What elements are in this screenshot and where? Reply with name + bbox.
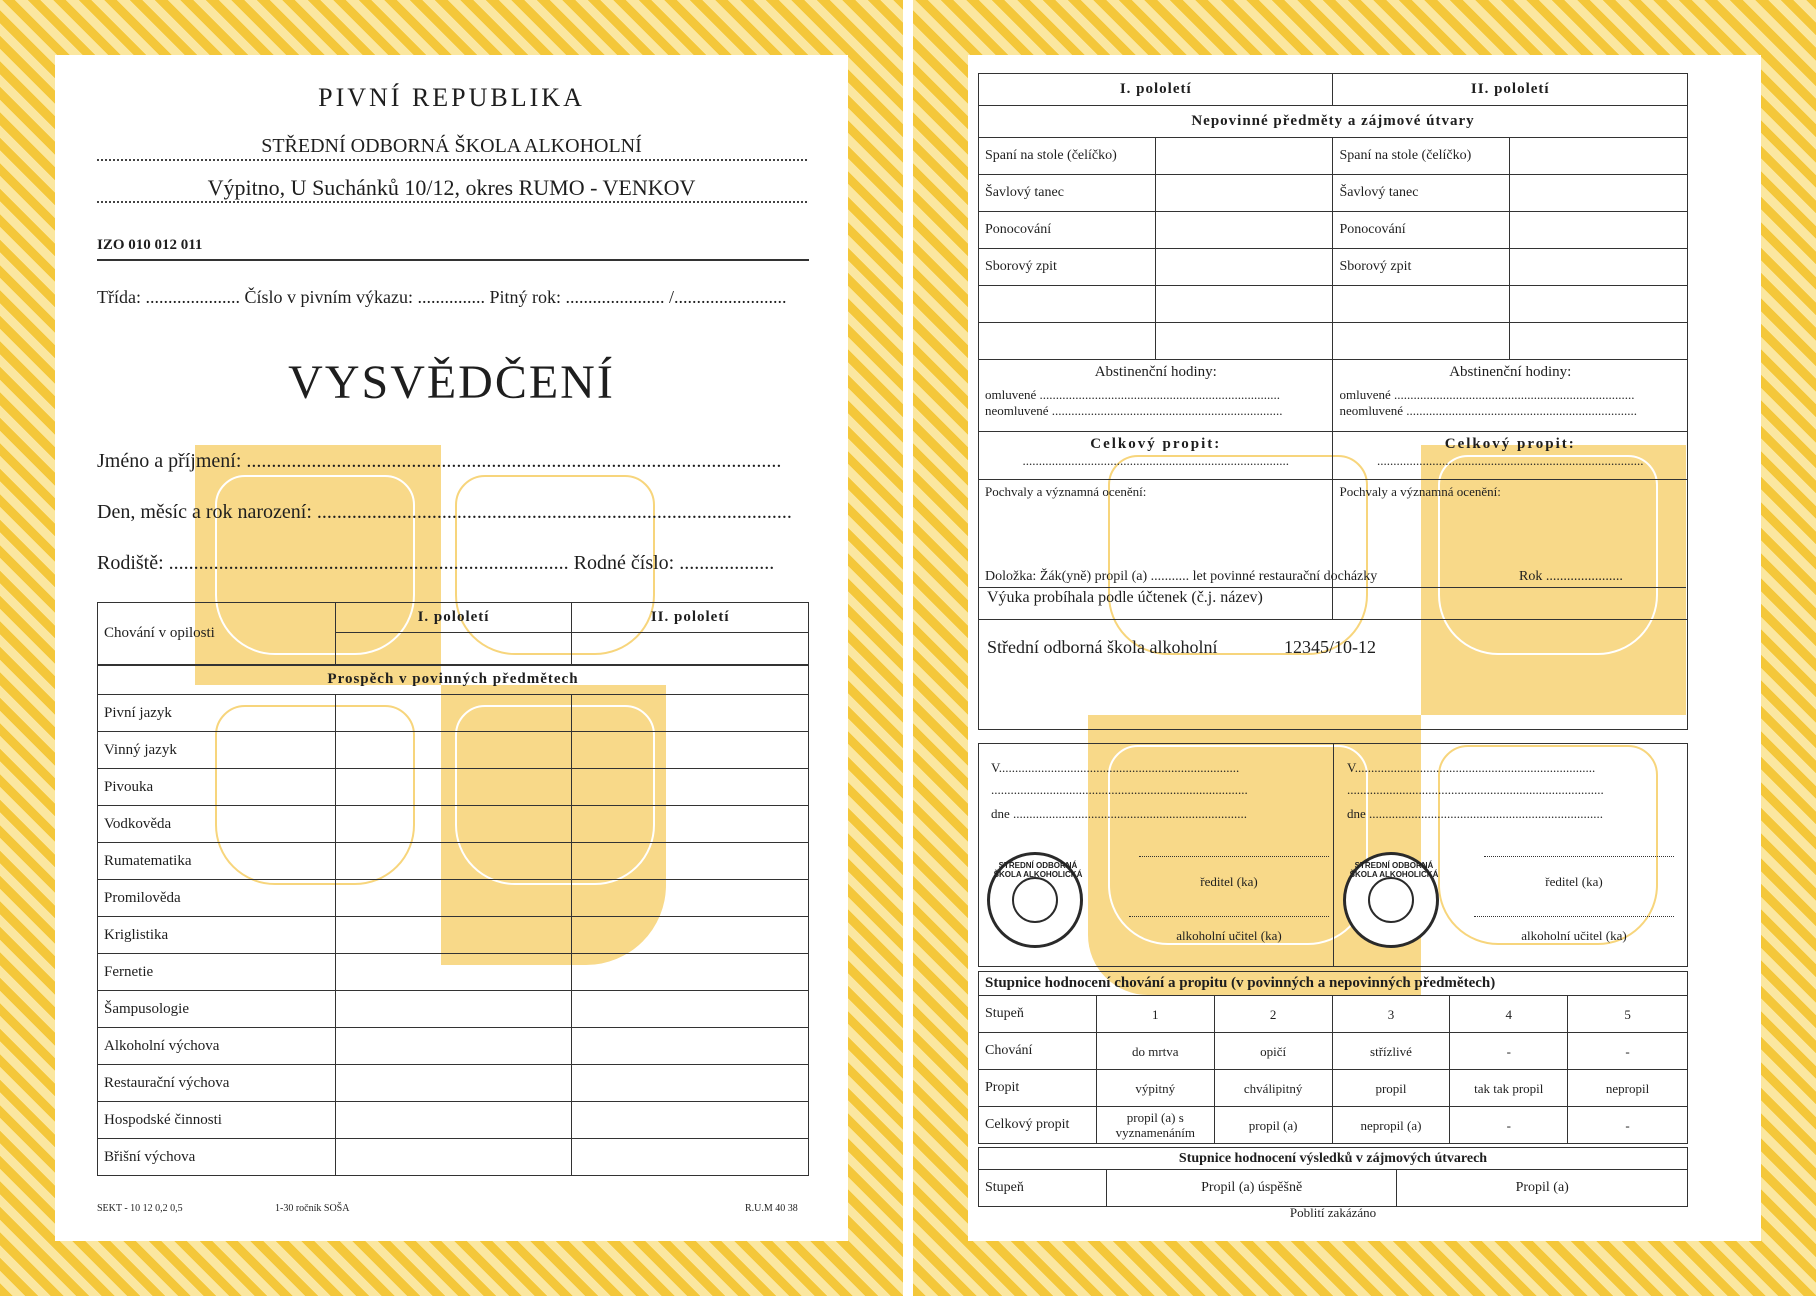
total-cell-2 xyxy=(1333,432,1688,480)
grade-cell xyxy=(335,732,572,769)
empty-cell xyxy=(979,323,1156,360)
grade-cell xyxy=(572,917,809,954)
school-address: Výpitno, U Suchánků 10/12, okres RUMO - VENKOV xyxy=(207,175,696,200)
footer-rum-code: R.U.M 40 38 xyxy=(745,1203,798,1214)
director-label: ředitel (ka) xyxy=(1545,874,1603,889)
grade-cell xyxy=(335,806,572,843)
page-gap xyxy=(903,0,913,1296)
school-stamp xyxy=(1343,852,1439,948)
hobby-grade-label: Stupeň xyxy=(979,1170,1107,1207)
scale-cell: 4 xyxy=(1450,996,1568,1033)
table-row xyxy=(98,843,809,880)
semester-2-header: II. pololetí xyxy=(1333,74,1688,106)
empty-cell xyxy=(979,286,1156,323)
empty-cell xyxy=(1510,286,1688,323)
grade-cell xyxy=(1510,175,1688,212)
scale-cell: propil (a) xyxy=(1214,1107,1332,1144)
table-row xyxy=(979,1033,1688,1070)
grade-cell xyxy=(335,1028,572,1065)
scale-cell: nepropil (a) xyxy=(1332,1107,1450,1144)
table-row xyxy=(979,996,1688,1033)
date-line-1: dne ........................................................................ xyxy=(991,806,1248,821)
date-line-2: dne ........................................................................ xyxy=(1347,806,1604,821)
subject-name: Alkoholní výchova xyxy=(98,1028,336,1065)
place-line-1: V.......................................................................... xyxy=(991,760,1240,775)
signature-dots xyxy=(1474,916,1674,917)
grade-cell xyxy=(572,954,809,991)
footer-note: Poblití zakázáno xyxy=(1289,1205,1377,1220)
excused-hours: omluvené .......................................................................... xyxy=(985,387,1281,402)
hobby-grade-a: Propil (a) úspěšně xyxy=(1106,1170,1397,1207)
table-row xyxy=(98,695,809,732)
table-row xyxy=(98,1028,809,1065)
table-row xyxy=(979,175,1688,212)
back-page-content xyxy=(968,55,1761,1241)
behavior-grade-2 xyxy=(572,633,809,665)
signature-section xyxy=(978,743,1688,967)
signature-dots xyxy=(1129,916,1329,917)
front-page-content xyxy=(55,55,848,1241)
izo-underline xyxy=(97,259,809,261)
absence-cell-1 xyxy=(979,360,1333,432)
scale-row-label: Celkový propit xyxy=(979,1107,1097,1144)
hobby-grade-b: Propil (a) xyxy=(1397,1170,1688,1207)
grade-cell xyxy=(335,880,572,917)
dotted-divider xyxy=(97,201,807,203)
teacher-label: alkoholní učitel (ka) xyxy=(1521,928,1627,943)
scale-cell: 5 xyxy=(1568,996,1688,1033)
clause-year: Rok ...................... xyxy=(1519,569,1623,584)
optional-subject-name: Spaní na stole (čelíčko) xyxy=(1333,138,1510,175)
table-row xyxy=(98,917,809,954)
optional-header: Nepovinné předměty a zájmové útvary xyxy=(979,106,1688,138)
scale-row-label: Stupeň xyxy=(979,996,1097,1033)
results-header: Prospěch v povinných předmětech xyxy=(98,665,809,695)
hobby-title: Stupnice hodnocení výsledků v zájmových útvarech xyxy=(979,1148,1688,1170)
clause-section xyxy=(978,567,1688,730)
grade-cell xyxy=(335,1139,572,1176)
birth-date-field: Den, měsíc a rok narození: ............................................................................................... xyxy=(97,501,792,523)
grade-cell xyxy=(572,880,809,917)
grade-cell xyxy=(572,991,809,1028)
grade-cell xyxy=(335,769,572,806)
footer-grade-range: 1-30 ročník SOŠA xyxy=(275,1203,350,1214)
grade-cell xyxy=(572,806,809,843)
dotted-divider xyxy=(97,159,807,161)
optional-subject-name: Sborový zpit xyxy=(979,249,1156,286)
scale-cell: - xyxy=(1450,1107,1568,1144)
absence-title: Abstinenční hodiny: xyxy=(1449,364,1572,380)
empty-cell xyxy=(1333,323,1510,360)
empty-cell xyxy=(1155,286,1333,323)
subject-name: Rumatematika xyxy=(98,843,336,880)
optional-subject-name: Ponocování xyxy=(979,212,1156,249)
hobby-scale-table xyxy=(978,1147,1688,1207)
scale-cell: tak tak propil xyxy=(1450,1070,1568,1107)
optional-subject-name: Spaní na stole (čelíčko) xyxy=(979,138,1156,175)
subject-name: Restaurační výchova xyxy=(98,1065,336,1102)
subject-name: Vinný jazyk xyxy=(98,732,336,769)
praise-label: Pochvaly a významná ocenění: xyxy=(1339,484,1501,499)
subject-name: Vodkověda xyxy=(98,806,336,843)
praise-label: Pochvaly a významná ocenění: xyxy=(985,484,1147,499)
birthplace-field: Rodiště: ................................................................................ Rodné číslo: ................... xyxy=(97,552,775,574)
scale-cell: opičí xyxy=(1214,1033,1332,1070)
scale-row-label: Propit xyxy=(979,1070,1097,1107)
excused-hours: omluvené .......................................................................... xyxy=(1339,387,1635,402)
clause-text: Doložka: Žák(yně) propil (a) ........... let povinné restaurační docházky xyxy=(985,569,1378,584)
class-info-row: Třída: ..................... Číslo v pivním výkazu: ............... Pitný rok: ...................... /......................... xyxy=(97,287,787,307)
grade-cell xyxy=(1155,138,1333,175)
grade-cell xyxy=(335,917,572,954)
table-row xyxy=(98,732,809,769)
absence-title: Abstinenční hodiny: xyxy=(1094,364,1217,380)
subject-name: Pivní jazyk xyxy=(98,695,336,732)
empty-cell xyxy=(1155,323,1333,360)
optional-subjects-table xyxy=(978,73,1688,620)
unexcused-hours: neomluvené ....................................................................... xyxy=(985,403,1283,418)
name-field: Jméno a příjmení: ........................................................................................................... xyxy=(97,450,782,472)
grade-cell xyxy=(572,1139,809,1176)
subject-name: Pivouka xyxy=(98,769,336,806)
grade-cell xyxy=(572,769,809,806)
total-dots: .................................................................................. xyxy=(1376,453,1644,468)
optional-rows xyxy=(979,138,1688,286)
certificate-front-page xyxy=(0,0,903,1296)
teacher-label: alkoholní učitel (ka) xyxy=(1176,928,1282,943)
scale-rows xyxy=(979,996,1688,1144)
grade-cell xyxy=(572,1028,809,1065)
optional-subject-name: Ponocování xyxy=(1333,212,1510,249)
absence-cell-2 xyxy=(1333,360,1688,432)
scale-cell: - xyxy=(1450,1033,1568,1070)
unexcused-hours: neomluvené ....................................................................... xyxy=(1339,403,1638,418)
taught-by-label: Výuka probíhala podle účtenek (č.j. název) xyxy=(987,589,1263,606)
grade-cell xyxy=(572,732,809,769)
scale-row-label: Chování xyxy=(979,1033,1097,1070)
semester-1-header: I. pololetí xyxy=(979,74,1333,106)
grade-cell xyxy=(335,695,572,732)
scale-cell: propil xyxy=(1332,1070,1450,1107)
empty-cell xyxy=(1333,286,1510,323)
grades-table xyxy=(97,602,809,1176)
signature-dots xyxy=(1139,856,1329,857)
document-title: VYSVĚDČENÍ xyxy=(288,356,615,409)
grade-cell xyxy=(572,1065,809,1102)
table-row xyxy=(979,1107,1688,1144)
subject-name: Promilověda xyxy=(98,880,336,917)
place-line-2: V.......................................................................... xyxy=(1347,760,1596,775)
semester-1-header: I. pololetí xyxy=(335,603,572,633)
subject-name: Břišní výchova xyxy=(98,1139,336,1176)
table-row xyxy=(98,806,809,843)
subject-name: Kriglistika xyxy=(98,917,336,954)
subject-name: Fernetie xyxy=(98,954,336,991)
scale-cell: nepropil xyxy=(1568,1070,1688,1107)
grade-cell xyxy=(335,843,572,880)
table-row xyxy=(979,212,1688,249)
grading-scale-table xyxy=(978,971,1688,1144)
director-label: ředitel (ka) xyxy=(1200,874,1258,889)
scale-cell: výpitný xyxy=(1096,1070,1214,1107)
grade-cell xyxy=(335,1102,572,1139)
footer-code: SEKT - 10 12 0,2 0,5 xyxy=(97,1203,183,1214)
grade-cell xyxy=(335,991,572,1028)
certificate-back-page xyxy=(913,0,1816,1296)
signature-divider xyxy=(1333,744,1334,966)
grade-cell xyxy=(572,843,809,880)
grade-cell xyxy=(1155,249,1333,286)
semester-2-header: II. pololetí xyxy=(572,603,809,633)
total-cell-1 xyxy=(979,432,1333,480)
grade-cell xyxy=(1510,212,1688,249)
table-row xyxy=(979,1070,1688,1107)
scale-title: Stupnice hodnocení chování a propitu (v povinných a nepovinných předmětech) xyxy=(979,972,1688,996)
grade-cell xyxy=(1510,249,1688,286)
empty-cell xyxy=(1510,323,1688,360)
scale-cell: 2 xyxy=(1214,996,1332,1033)
reference-number: 12345/10-12 xyxy=(1284,637,1376,657)
scale-cell: chválipitný xyxy=(1214,1070,1332,1107)
subject-rows xyxy=(98,695,809,1176)
scale-cell: 3 xyxy=(1332,996,1450,1033)
table-row xyxy=(98,954,809,991)
grade-cell xyxy=(1155,175,1333,212)
scale-cell: do mrtva xyxy=(1096,1033,1214,1070)
table-row xyxy=(979,138,1688,175)
total-dots: .................................................................................. xyxy=(1022,453,1289,468)
table-row xyxy=(98,1139,809,1176)
grade-cell xyxy=(335,1065,572,1102)
school-line: Střední odborná škola alkoholní xyxy=(987,637,1218,657)
grade-cell xyxy=(335,954,572,991)
table-row xyxy=(98,769,809,806)
table-row xyxy=(98,880,809,917)
scale-cell: propil (a) s vyznamenáním xyxy=(1096,1107,1214,1144)
behavior-label: Chování v opilosti xyxy=(98,603,336,665)
scale-cell: - xyxy=(1568,1107,1688,1144)
school-name: STŘEDNÍ ODBORNÁ ŠKOLA ALKOHOLNÍ xyxy=(261,135,642,157)
republic-title: PIVNÍ REPUBLIKA xyxy=(318,83,585,112)
table-row xyxy=(98,1065,809,1102)
dots-line-2: ............................................................................... xyxy=(1347,782,1604,797)
grade-cell xyxy=(1155,212,1333,249)
grade-cell xyxy=(1510,138,1688,175)
optional-subject-name: Šavlový tanec xyxy=(979,175,1156,212)
optional-subject-name: Sborový zpit xyxy=(1333,249,1510,286)
scale-cell: 1 xyxy=(1096,996,1214,1033)
dots-line-1: ............................................................................... xyxy=(991,782,1248,797)
table-row xyxy=(979,249,1688,286)
signature-dots xyxy=(1484,856,1674,857)
scale-cell: střízlivé xyxy=(1332,1033,1450,1070)
behavior-grade-1 xyxy=(335,633,572,665)
subject-name: Hospodské činnosti xyxy=(98,1102,336,1139)
school-stamp xyxy=(987,852,1083,948)
grade-cell xyxy=(572,695,809,732)
total-title: Celkový propit: xyxy=(1090,436,1222,452)
optional-subject-name: Šavlový tanec xyxy=(1333,175,1510,212)
table-row xyxy=(98,1102,809,1139)
stamp-text: STŘEDNÍ ODBORNÁ ŠKOLA ALKOHOLICKÁ xyxy=(993,861,1083,879)
clause-divider xyxy=(979,587,1686,588)
stamp-text: STŘEDNÍ ODBORNÁ ŠKOLA ALKOHOLICKÁ xyxy=(1349,861,1439,879)
scale-cell: - xyxy=(1568,1033,1688,1070)
total-title: Celkový propit: xyxy=(1444,436,1576,452)
table-row xyxy=(98,991,809,1028)
grade-cell xyxy=(572,1102,809,1139)
subject-name: Šampusologie xyxy=(98,991,336,1028)
izo-number: IZO 010 012 011 xyxy=(97,237,203,253)
